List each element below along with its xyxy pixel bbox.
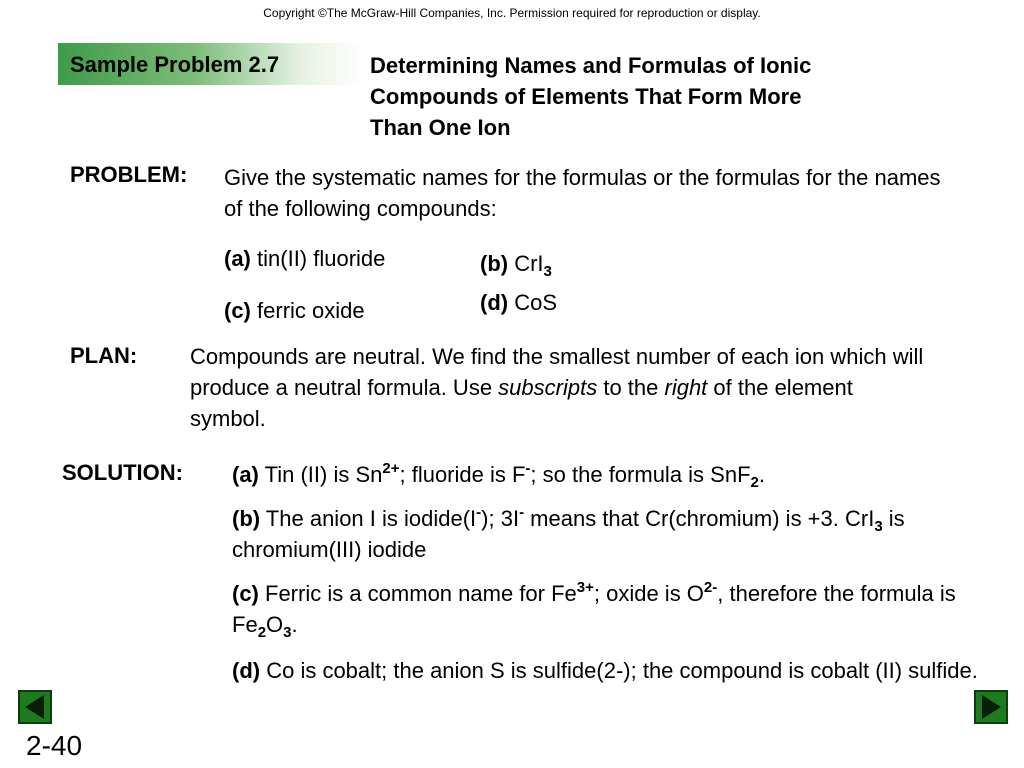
item-text: tin(II) fluoride [257,246,386,271]
item-letter: (d) [480,290,509,315]
problem-item-b [480,251,552,280]
left-arrow-icon [20,692,50,722]
problem-text: Give the systematic names for the formulas or the formulas for the names of the following compounds: [224,165,941,221]
solution-d: (d) Co is cobalt; the anion S is sulfide(2-); the compound is cobalt (II) sulfide. [232,658,978,683]
problem-label: PROBLEM: [70,162,188,187]
right-arrow-icon [976,692,1006,722]
problem-item-c [224,298,365,324]
item-letter: (c) [232,581,259,606]
solution-b: (b) The anion I is iodide(I-); 3I- means that Cr(chromium) is +3. CrI$_3$ is chromium(III) iodide [232,504,905,562]
item-formula: CrI [514,251,544,276]
plan-text: Compounds are neutral. We find the smallest number of each ion which will produce a neutral formula. Use subscripts to the right of the element symbol. [190,344,924,431]
item-letter: (d) [232,658,261,683]
title-line: Determining Names and Formulas of Ionic [370,53,812,78]
item-letter: (c) [224,298,251,323]
item-text: ferric oxide [257,298,365,323]
formula-subscript: 3 [543,263,552,280]
item-letter: (b) [480,251,509,276]
problem-item-a [224,246,385,272]
title-line: Than One Ion [370,115,511,140]
plan-label: PLAN: [70,343,138,368]
emphasis: right [664,375,708,400]
sample-problem-label: Sample Problem 2.7 [70,52,280,77]
emphasis: subscripts [498,375,598,400]
item-letter: (a) [232,462,259,487]
item-letter: (a) [224,246,251,271]
item-letter: (b) [232,506,261,531]
problem-title [370,50,910,143]
copyright-notice: Copyright ©The McGraw-Hill Companies, Inc. Permission required for reproduction or display. [263,6,761,20]
title-line: Compounds of Elements That Form More [370,84,802,109]
item-text: CoS [514,290,558,315]
page-number: 2-40 [26,730,83,761]
solution-a: (a) Tin (II) is $Sn^{2+}$; fluoride is F-; so the formula is SnF$_2$. [232,460,765,491]
next-slide-button[interactable] [974,690,1008,724]
problem-item-d [480,290,557,316]
solution-label: SOLUTION: [62,460,183,485]
solution-c: (c) Ferric is a common name for $Fe^{3+}$; oxide is $O^{2-}$, therefore the formula is $Fe_2O_3$. [232,579,956,641]
previous-slide-button[interactable] [18,690,52,724]
